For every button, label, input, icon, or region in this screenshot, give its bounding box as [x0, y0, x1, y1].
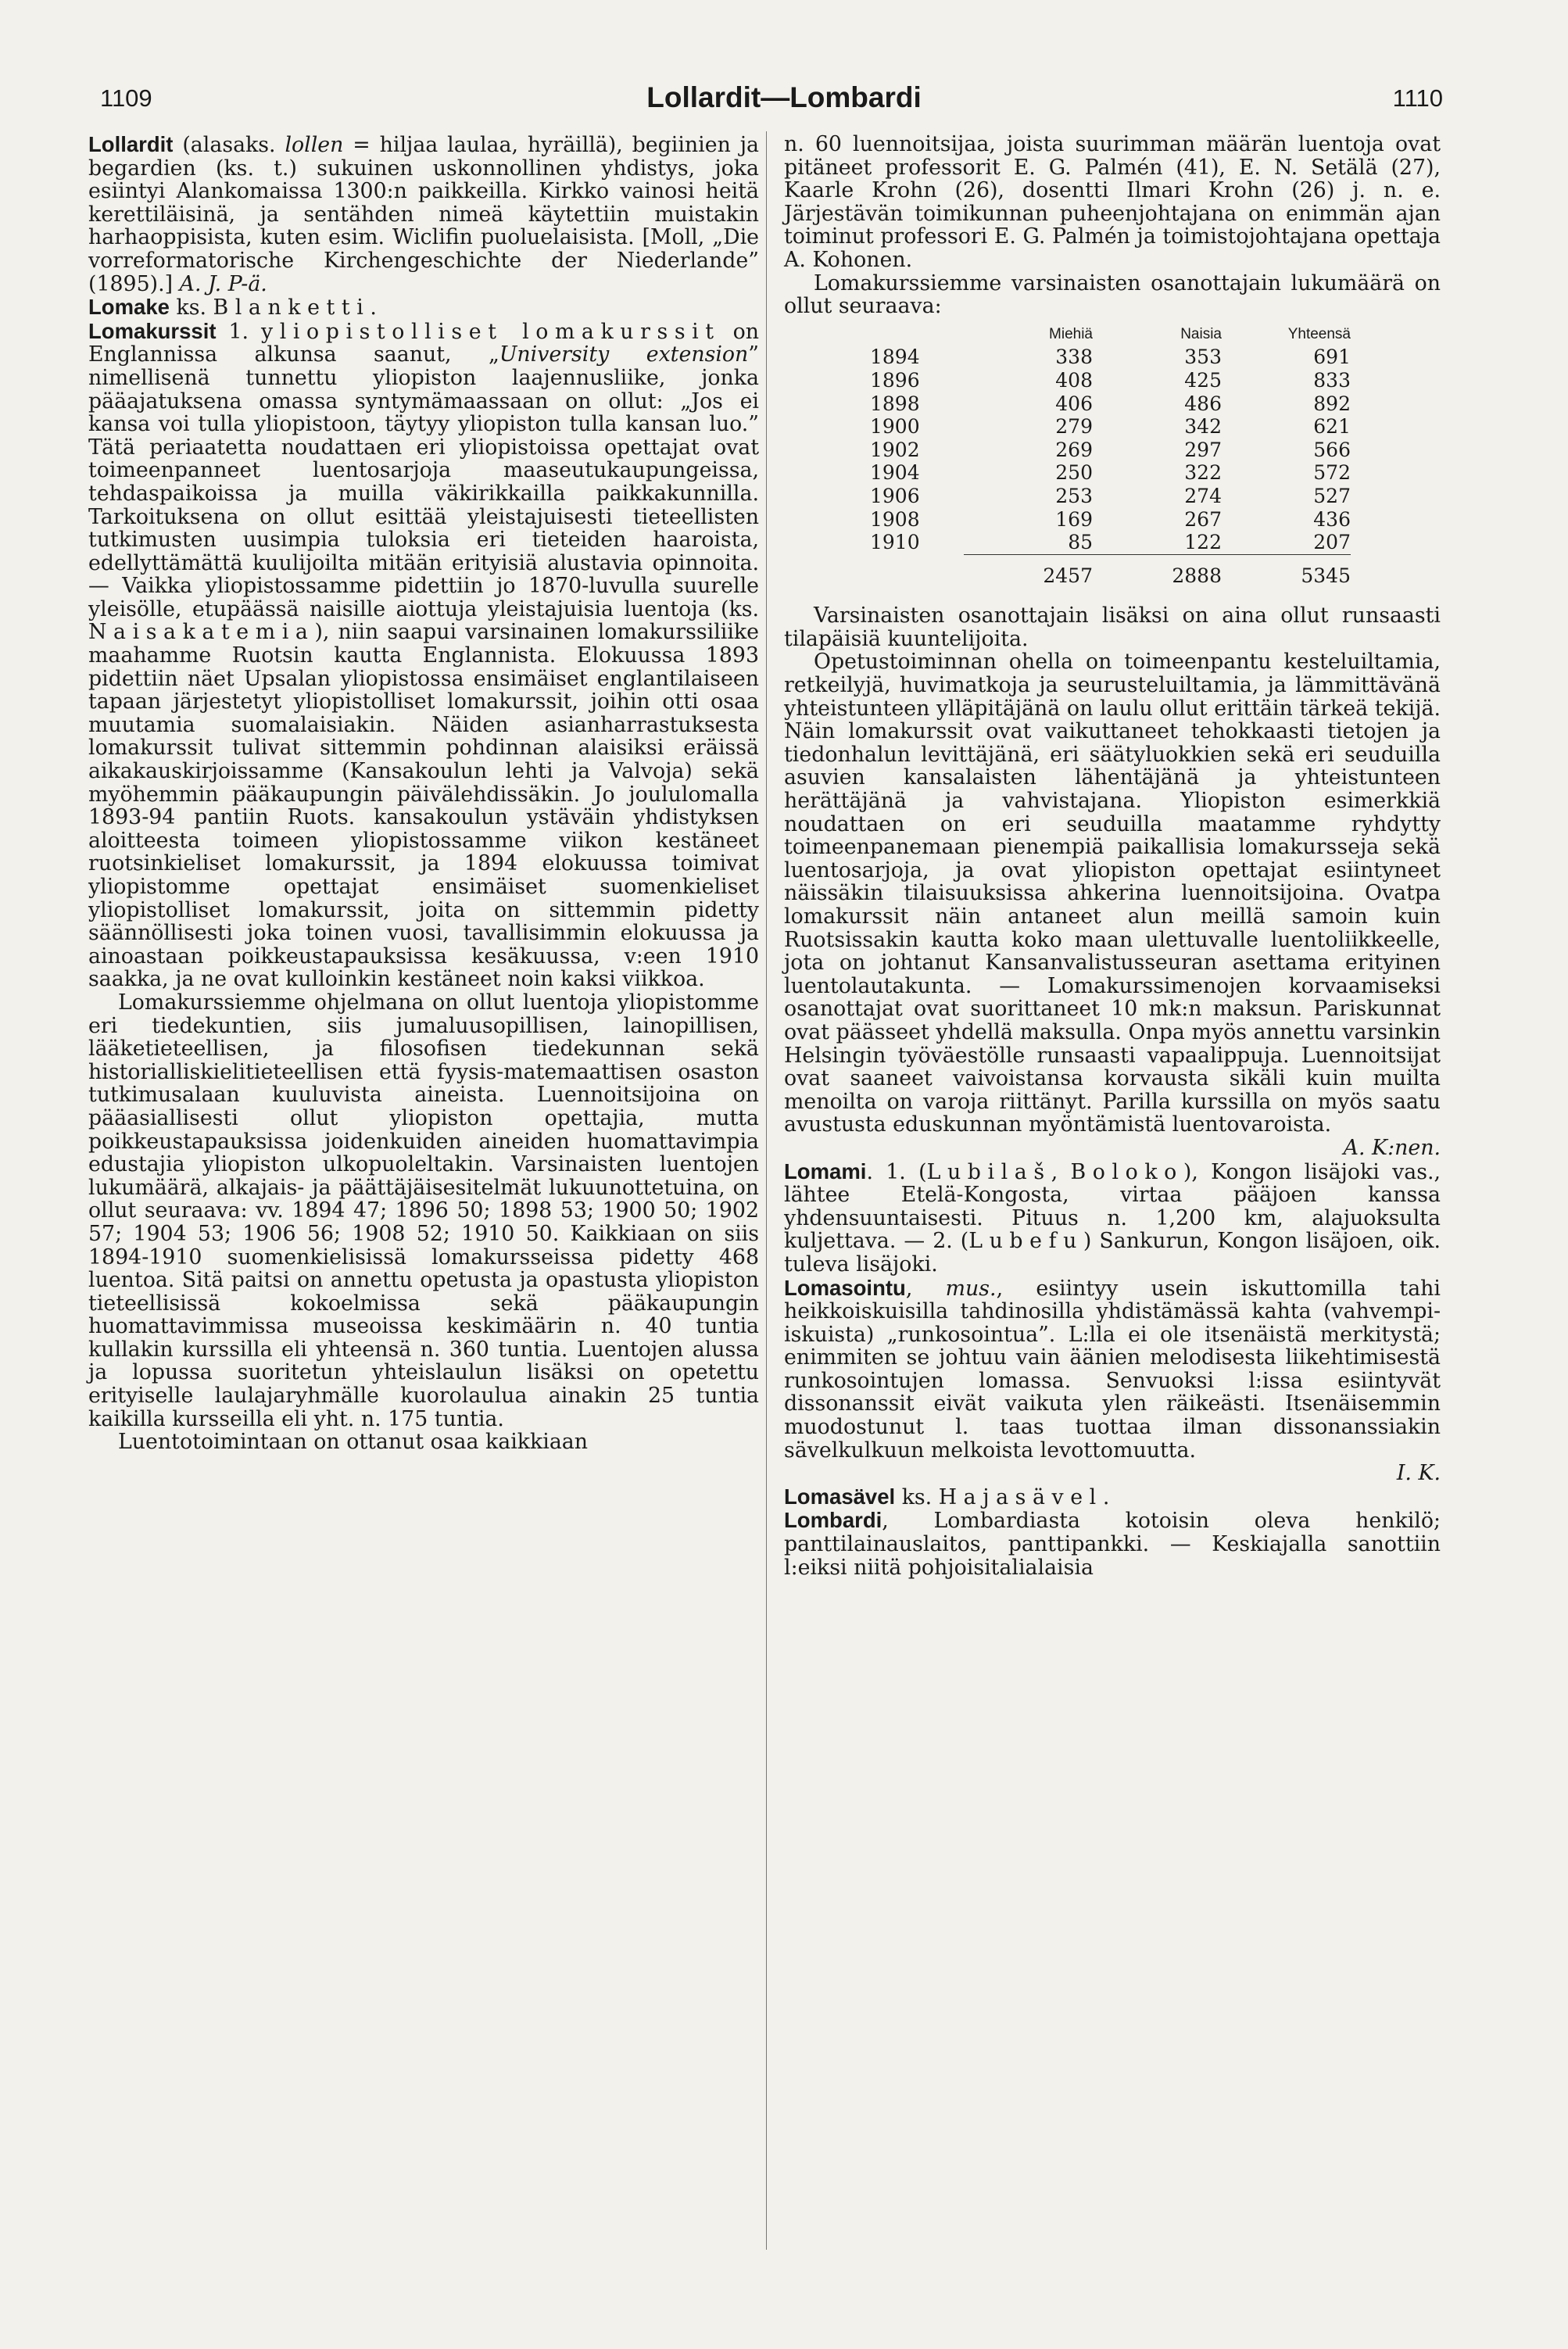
year-cell: 1910: [870, 531, 920, 554]
page-number-right: 1110: [1392, 84, 1443, 112]
value-cell: 892: [1313, 392, 1351, 415]
entry-lollardit: Lollardit (alasaks. lollen = hiljaa laulaa, hyräillä), begiinien ja begardien (ks. t.) sukuinen uskonnollinen yhdistys, joka esiintyi Alankomaissa 1300:n paikkeilla. Kirkko vainosi heitä kerettiläisinä, ja sentähden nimeä käytettiin muistakin harhaoppisista, kuten esim. Wiclifin puoluelaisista. [Moll, „Die vorreformatorische Kirchengeschichte der Niederlande” (1895).] A. J. P-ä.: [88, 132, 759, 296]
value-cell: 253: [1055, 484, 1093, 507]
author-signature: I. K.: [1396, 1461, 1441, 1486]
value-cell: 279: [1055, 415, 1093, 439]
table-row: [870, 485, 1351, 508]
paragraph: n. 60 luennoitsijaa, joista suurimman määrän luentoja ovat pitäneet professorit E. G. Palmén (41), E. N. Setälä (27), Kaarle Krohn (26), dosentti Ilmari Krohn (26) j. n. e. Järjestävän toimikunnan puheenjohtajana on enimmän ajan toiminut professori E. G. Palmén ja toimistojohtajana opettaja A. Kohonen.: [784, 132, 1441, 272]
value-cell: 408: [1055, 368, 1093, 392]
value-cell: 833: [1313, 368, 1351, 392]
value-cell: 122: [1184, 531, 1222, 554]
value-cell: 297: [1184, 438, 1222, 461]
year-cell: 1894: [870, 346, 920, 369]
entry-lomake: Lomake ks. Blanketti.: [88, 295, 377, 320]
value-cell: 486: [1184, 392, 1222, 415]
headword: Lomake: [88, 295, 170, 320]
paragraph: Opetustoiminnan ohella on toimeenpantu kesteluiltamia, retkeilyjä, huvimatkoja ja seurusteluiltamia, ja lämmittävänä yhteistunteen ylläpitäjänä on laulu ollut erittäin tärkeä tekijä. Näin lomakurssit ovat vaikuttaneet tehokkaasti tietojen ja tiedonhalun levittäjänä, eri säätyluokkien sekä eri seuduilla asuvien kansalaisten lähentäjänä ja yhteistunteen herättäjänä ja vahvistajana. Yliopiston esimerkkiä noudattaen on eri seuduilla maatamme ryhdytty toimeenpanemaan pienempiä paikallisia lomakursseja sekä luentosarjoja, ja ovat yliopiston opettajat esiintyneet näissäkin tilaisuuksissa ahkerina luennoitsijoina. Ovatpa lomakurssit näin antaneet alun meillä samoin kuin Ruotsissakin kautta koko maan ulettuvalle luentoliikkeelle, jota on johtanut Kansanvalistusseuran asettama erityinen luentolautakunta. — Lomakurssimenojen korvaamiseksi osanottajat ovat suorittaneet 10 mk:n maksun. Pariskunnat ovat päässeet yhdellä maksulla. Onpa myös annettu varsinkin Helsingin työväestölle runsaasti vapaalippuja. Luennoitsijat ovat saaneet vaivoistansa korvausta sikäli kuin muilta menoilta on varoja riittänyt. Parilla kurssilla on myös saatu avustusta eduskunnan myöntämistä luentovaroista.: [784, 650, 1441, 1137]
value-cell: 621: [1313, 415, 1351, 439]
entry-lomasavel: Lomasävel ks. Hajasävel.: [784, 1484, 1110, 1509]
cross-reference: Naisakatemia: [88, 620, 315, 645]
author-signature: A. J. P-ä.: [179, 271, 267, 296]
table-total-row: 2457 2888 5345: [870, 554, 1351, 587]
year-cell: 1900: [870, 415, 920, 439]
headword: Lollardit: [88, 132, 174, 156]
table-row: [870, 461, 1351, 485]
paragraph: Lomakurssiemme varsinaisten osanottajain lukumäärä on ollut seuraava:: [784, 270, 1441, 319]
column-divider: [766, 131, 767, 2250]
value-cell: 406: [1055, 392, 1093, 415]
cross-reference: Hajasävel: [938, 1484, 1103, 1509]
page-header: [0, 81, 1568, 124]
entry-lombardi: Lombardi, Lombardiasta kotoisin oleva henkilö; panttilainauslaitos, panttipankki. — Keskiajalla sanottiin l:eiksi niitä pohjoisitalialaisia: [784, 1508, 1441, 1580]
paragraph: Lomakurssiemme ohjelmana on ollut luentoja yliopistomme eri tiedekuntien, siis jumaluusopillisen, lainopillisen, lääketieteellisen, ja filosofisen tiedekunnan sekä historialliskielitieteellisen että fyysis-matemaattisen osaston tutkimusalaan kuuluvista aineista. Luennoitsijoina on pääasiallisesti ollut yliopiston opettajia, mutta poikkeustapauksissa joidenkuiden aineiden huomattavimpia edustajia yliopiston ulkopuoleltakin. Varsinaisten luentojen lukumäärä, alkajais- ja päättäjäisesitelmät lukuunottetuina, on ollut seuraava: vv. 1894 47; 1896 50; 1898 53; 1900 50; 1902 57; 1904 53; 1906 56; 1908 52; 1910 50. Kaikkiaan on siis 1894-1910 suomenkielisissä lomakursseissa pidetty 468 luentoa. Sitä paitsi on annettu opetusta ja opastusta yliopiston tieteellisissä kokoelmissa sekä pääkaupungin huomattavimmissa museoissa keskimäärin n. 40 tuntia kullakin kurssilla eli yhteensä n. 360 tuntia. Luentojen alussa ja lopussa suoritetun yhteislaulun lisäksi on opetettu erityiselle laulajaryhmälle kuorolaulua ainakin 25 tuntia kaikilla kursseilla eli yht. n. 175 tuntia.: [88, 990, 759, 1431]
right-column: [784, 133, 1441, 1579]
year-cell: 1908: [870, 507, 920, 531]
value-cell: 269: [1055, 438, 1093, 461]
value-cell: 425: [1184, 368, 1222, 392]
headword: Lombardi: [784, 1508, 882, 1533]
entry-lomakurssit: Lomakurssit 1. yliopistolliset lomakurssit on Englannissa alkunsa saanut, „University extension” nimellisenä tunnettu yliopiston laajennusliike, jonka pääajatuksena omassa syntymämaassaan on ollut: „Jos ei kansa voi tulla yliopistoon, täytyy yliopiston tulla kansan luo.” Tätä periaatetta noudattaen eri yliopistoissa opettajat ovat toimeenpanneet luentosarjoja maaseutukaupungeissa, tehdaspaikoissa ja muilla väkirikkailla paikkakunnilla. Tarkoituksena on ollut esittää yleistajuisesti tieteellisten tutkimusten uusimpia tuloksia eri tieteiden haaroista, edellyttämättä kuulijoilta mitään erityisiä alustavia opinnoita. — Vaikka yliopistossamme pidettiin jo 1870-luvulla suurelle yleisölle, etupäässä naisille aiottuja yleistajuisia luentoja (ks. Naisakatemia), niin saapui varsinainen lomakurssiliike maahamme Ruotsin kautta Englannista. Elokuussa 1893 pidettiin näet Upsalan yliopistossa ensimäiset englantilaiseen tapaan järjestetyt yliopistolliset lomakurssit, joihin otti osaa muutamia suomalaisiakin. Näiden asianharrastuksesta lomakurssit tulivat sittemmin pohdinnan alaisiksi eräissä aikakauskirjoissamme (Kansakoulun lehti ja Valvoja) sekä myöhemmin pääkaupungin päivälehdissäkin. Jo joululomalla 1893-94 pantiin Ruots. kansakoulun ystäväin yhdistyksen aloitteesta toimeen yliopistossamme viikon kestäneet ruotsinkieliset lomakurssit, ja 1894 elokuussa toimivat yliopistomme opettajat ensimäiset suomenkieliset yliopistolliset lomakurssit, joita on sittemmin pidetty säännöllisesti joka toinen vuosi, tavallisimmin elokuussa ja ainoastaan poikkeustapauksissa kesäkuussa, v:een 1910 saakka, ja ne ovat kulloinkin kestäneet noin kaksi viikkoa.: [88, 318, 759, 992]
running-title: Lollardit—Lombardi: [646, 81, 922, 113]
year-cell: 1902: [870, 438, 920, 461]
value-cell: 572: [1313, 461, 1351, 485]
table-header-row: [870, 323, 1351, 346]
value-cell: 353: [1184, 346, 1222, 369]
entry-lomami: Lomami. 1. (Lubilaš, Boloko), Kongon lisäjoki vas., lähtee Etelä-Kongosta, virtaa pääjoen kanssa yhdensuuntaisesti. Pituus n. 1,200 km, alajuoksulta kuljettava. — 2. (Lubefu) Sankurun, Kongon lisäjoen, oik. tuleva lisäjoki.: [784, 1158, 1441, 1277]
headword: Lomasävel: [784, 1484, 896, 1509]
year-cell: 1898: [870, 392, 920, 415]
year-cell: 1896: [870, 368, 920, 392]
headword: Lomasointu: [784, 1275, 906, 1300]
table-row: [870, 439, 1351, 462]
paragraph: Luentotoimintaan on ottanut osaa kaikkiaan: [118, 1430, 589, 1455]
value-cell: 169: [1055, 507, 1093, 531]
column-header: Miehiä: [1049, 325, 1093, 342]
value-cell: 250: [1055, 461, 1093, 485]
page-number-left: 1109: [100, 84, 152, 112]
table-row: [870, 369, 1351, 392]
entry-lomasointu: Lomasointu, mus., esiintyy usein iskuttomilla tahi heikkoiskuisilla tahdinosilla yhdistämässä kahta (vahvempi-iskuista) „runkosointua”. L:lla ei ole itsenäistä merkitystä; enimmiten se johtuu vain äänien melodisesta liikehtimisestä runkosointujen lomassa. Senvuoksi l:issa esiintyvät dissonanssit eivät vaikuta ylen räikeästi. Itsenäisemmin muodostunut l. taas tuottaa ilman dissonanssiakin sävelkulkuun melkoista levottomuutta.: [784, 1275, 1441, 1463]
table-row: [870, 508, 1351, 532]
cross-reference: Blanketti: [213, 295, 371, 320]
value-cell: 527: [1313, 484, 1351, 507]
year-cell: 1904: [870, 461, 920, 485]
value-cell: 342: [1184, 415, 1222, 439]
column-header: Naisia: [1180, 325, 1222, 342]
value-cell: 691: [1313, 346, 1351, 369]
author-signature: A. K:nen.: [1343, 1135, 1441, 1160]
headword: Lomakurssit: [88, 318, 217, 343]
value-cell: 436: [1313, 507, 1351, 531]
value-cell: 274: [1184, 484, 1222, 507]
table-row: [870, 392, 1351, 416]
value-cell: 322: [1184, 461, 1222, 485]
value-cell: 267: [1184, 507, 1222, 531]
value-cell: 207: [1313, 531, 1351, 554]
left-column: [88, 133, 759, 1454]
year-cell: 1906: [870, 484, 920, 507]
paragraph: Varsinaisten osanottajain lisäksi on aina ollut runsaasti tilapäisiä kuuntelijoita.: [784, 603, 1441, 651]
column-header: Yhteensä: [1287, 325, 1351, 342]
table-row: [870, 415, 1351, 439]
value-cell: 338: [1055, 346, 1093, 369]
value-cell: 566: [1313, 438, 1351, 461]
participants-table: [870, 323, 1351, 588]
headword: Lomami: [784, 1158, 867, 1183]
value-cell: 85: [1068, 531, 1093, 554]
table-row: [870, 531, 1351, 554]
table-row: [870, 346, 1351, 369]
